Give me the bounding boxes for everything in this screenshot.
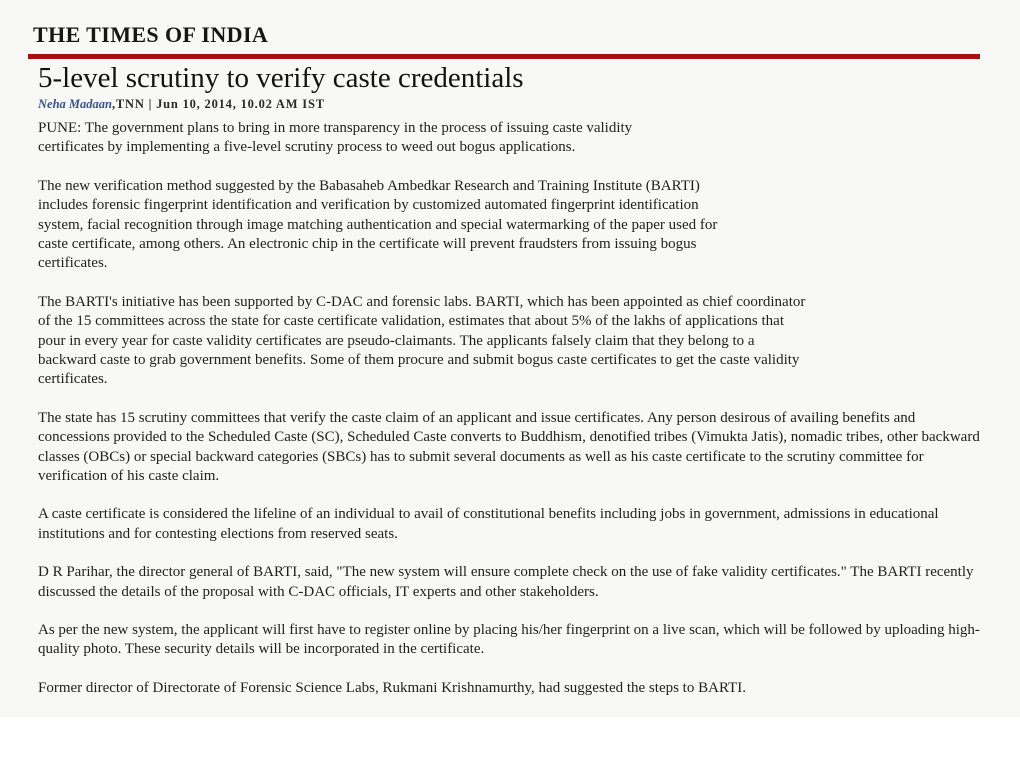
article-headline: 5-level scrutiny to verify caste credentials <box>38 62 524 94</box>
article-body <box>38 119 990 698</box>
paragraph: The state has 15 scrutiny committees that verify the caste claim of an applicant and issue certificates. Any person desirous of availing benefits and concessions provided to the Scheduled Caste (SC), Scheduled Caste converts to Buddhism, denotified tribes (Vimukta Jatis), nomadic tribes, other backward classes (OBCs) or special backward categories (SBCs) has to submit several documents as well as his caste certificate to the scrutiny committee for verification of his caste claim. <box>38 409 980 484</box>
byline <box>38 97 985 112</box>
paragraph: The new verification method suggested by the Babasaheb Ambedkar Research and Training Institute (BARTI) includes forensic fingerprint identification and verification by customized automated fingerprint identification system, facial recognition through image matching authentication and special watermarking of the paper used for caste certificate, among others. An electronic chip in the certificate will prevent fraudsters from issuing bogus certificates. <box>38 177 718 272</box>
paragraph: PUNE: The government plans to bring in more transparency in the process of issuing caste validity certificates by implementing a five-level scrutiny process to weed out bogus applications. <box>38 119 633 156</box>
paragraph: The BARTI's initiative has been supported by C-DAC and forensic labs. BARTI, which has been appointed as chief coordinator of the 15 committees across the state for caste certificate validation, estimates that about 5% of the lakhs of applications that pour in every year for caste validity certificates are pseudo-claimants. The applicants falsely claim that they belong to a backward caste to grab government benefits. Some of them procure and submit bogus caste certificates to get the caste validity certificates. <box>38 293 806 388</box>
byline-meta: ,TNN | Jun 10, 2014, 10.02 AM IST <box>111 96 325 111</box>
paragraph: Former director of Directorate of Forensic Science Labs, Rukmani Krishnamurthy, had suggested the steps to BARTI. <box>38 679 746 696</box>
paragraph: As per the new system, the applicant will first have to register online by placing his/her fingerprint on a live scan, which will be followed by uploading high-quality photo. These security details will be incorporated in the certificate. <box>38 622 980 658</box>
author-link[interactable]: Neha Madaan <box>38 96 112 111</box>
times-of-india-logo[interactable]: THE TIMES OF INDIA <box>33 22 269 47</box>
paragraph: A caste certificate is considered the lifeline of an individual to avail of constitutional benefits including jobs in government, admissions in educational institutions and for contesting elections from reserved seats. <box>38 506 939 542</box>
paragraph: D R Parihar, the director general of BARTI, said, "The new system will ensure complete check on the use of fake validity certificates." The BARTI recently discussed the details of the proposal with C-DAC officials, IT experts and other stakeholders. <box>38 564 974 600</box>
red-divider-rule <box>28 54 980 59</box>
